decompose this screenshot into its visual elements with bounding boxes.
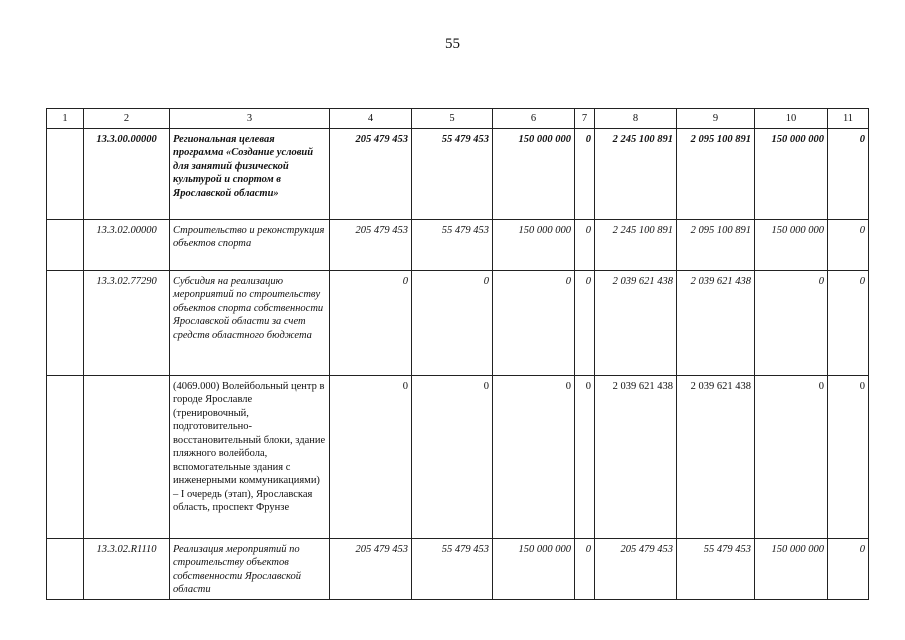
- table-cell-col-4: 0: [330, 375, 412, 538]
- table-cell-col-11: 0: [828, 219, 869, 270]
- table-cell-col-4: 205 479 453: [330, 128, 412, 219]
- table-cell-col-1: [47, 128, 84, 219]
- table-cell-col-7: 0: [575, 538, 595, 599]
- table-cell-col-1: [47, 219, 84, 270]
- table-cell-col-3: Реализация мероприятий по строительству объектов собственности Ярославской области: [170, 538, 330, 599]
- table-cell-col-2: 13.3.02.R1110: [84, 538, 170, 599]
- table-row: [47, 538, 869, 599]
- table-cell-col-5: 0: [412, 270, 493, 375]
- table-cell-col-11: 0: [828, 375, 869, 538]
- table-cell-col-9: 2 095 100 891: [677, 128, 755, 219]
- table-cell-col-7: 0: [575, 219, 595, 270]
- table-cell-col-11: 0: [828, 270, 869, 375]
- header-cell: 8: [595, 109, 677, 129]
- table-cell-col-6: 150 000 000: [493, 538, 575, 599]
- table-cell-col-6: 150 000 000: [493, 128, 575, 219]
- table-cell-col-1: [47, 538, 84, 599]
- header-cell: 4: [330, 109, 412, 129]
- table-cell-col-6: 0: [493, 375, 575, 538]
- header-cell: 11: [828, 109, 869, 129]
- table-cell-col-2: 13.3.00.00000: [84, 128, 170, 219]
- table-row: [47, 375, 869, 538]
- table-row: [47, 128, 869, 219]
- table-cell-col-4: 205 479 453: [330, 219, 412, 270]
- table-cell-col-3: Субсидия на реализацию мероприятий по строительству объектов спорта собственности Ярославской области за счет средств областного бюджета: [170, 270, 330, 375]
- table-cell-col-10: 150 000 000: [755, 128, 828, 219]
- table-cell-col-9: 55 479 453: [677, 538, 755, 599]
- table-cell-col-6: 0: [493, 270, 575, 375]
- header-cell: 10: [755, 109, 828, 129]
- table-cell-col-2: [84, 375, 170, 538]
- table-cell-col-10: 0: [755, 375, 828, 538]
- header-cell: 3: [170, 109, 330, 129]
- table-cell-col-8: 2 245 100 891: [595, 219, 677, 270]
- table-cell-col-9: 2 039 621 438: [677, 375, 755, 538]
- table-cell-col-10: 150 000 000: [755, 219, 828, 270]
- table-cell-col-6: 150 000 000: [493, 219, 575, 270]
- header-cell: 6: [493, 109, 575, 129]
- table-cell-col-11: 0: [828, 538, 869, 599]
- page-number: 55: [445, 36, 460, 52]
- table-cell-col-3: Строительство и реконструкция объектов спорта: [170, 219, 330, 270]
- table-cell-col-8: 2 039 621 438: [595, 270, 677, 375]
- table-cell-col-5: 55 479 453: [412, 128, 493, 219]
- table-cell-col-10: 150 000 000: [755, 538, 828, 599]
- table-cell-col-5: 0: [412, 375, 493, 538]
- table-cell-col-7: 0: [575, 128, 595, 219]
- table-cell-col-2: 13.3.02.77290: [84, 270, 170, 375]
- table-cell-col-9: 2 039 621 438: [677, 270, 755, 375]
- table-cell-col-4: 205 479 453: [330, 538, 412, 599]
- header-cell: 2: [84, 109, 170, 129]
- table-cell-col-9: 2 095 100 891: [677, 219, 755, 270]
- header-cell: 9: [677, 109, 755, 129]
- table-cell-col-5: 55 479 453: [412, 538, 493, 599]
- table-cell-col-3: Региональная целевая программа «Создание условий для занятий физической культурой и спортом в Ярославской области»: [170, 128, 330, 219]
- header-cell: 7: [575, 109, 595, 129]
- table-header-row: [47, 109, 869, 129]
- table-cell-col-10: 0: [755, 270, 828, 375]
- table-cell-col-1: [47, 375, 84, 538]
- header-cell: 1: [47, 109, 84, 129]
- table-cell-col-1: [47, 270, 84, 375]
- table-cell-col-7: 0: [575, 375, 595, 538]
- table-cell-col-11: 0: [828, 128, 869, 219]
- table-row: [47, 219, 869, 270]
- table-cell-col-3: (4069.000) Волейбольный центр в городе Ярославле (тренировочный, подготовительно-восстановительный блоки, здание пляжного волейбола, вспомогательные здания с инженерными коммуникациями) – I очередь (этап), Ярославская область, проспект Фрунзе: [170, 375, 330, 538]
- table-cell-col-4: 0: [330, 270, 412, 375]
- table-cell-col-8: 2 245 100 891: [595, 128, 677, 219]
- table-row: [47, 270, 869, 375]
- table-cell-col-8: 2 039 621 438: [595, 375, 677, 538]
- header-cell: 5: [412, 109, 493, 129]
- table-cell-col-7: 0: [575, 270, 595, 375]
- budget-table: [46, 108, 869, 600]
- table-cell-col-2: 13.3.02.00000: [84, 219, 170, 270]
- table-cell-col-5: 55 479 453: [412, 219, 493, 270]
- table-cell-col-8: 205 479 453: [595, 538, 677, 599]
